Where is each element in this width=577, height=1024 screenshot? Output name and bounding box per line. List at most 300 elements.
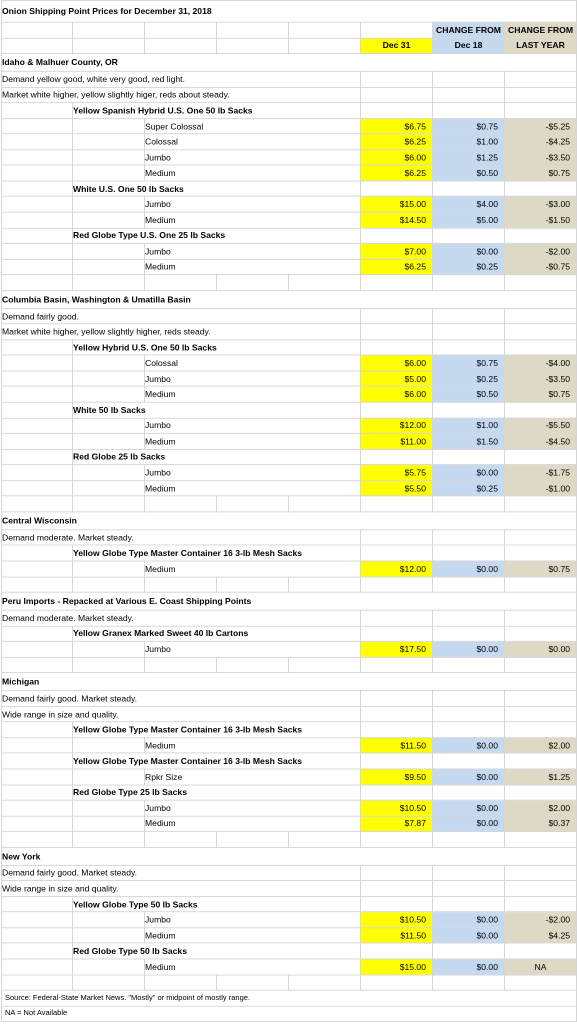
empty-cell	[73, 975, 145, 991]
change-from-dec18: $0.00	[433, 800, 505, 816]
empty-cell	[2, 561, 73, 577]
size-label: Medium	[145, 738, 361, 754]
price-row	[2, 259, 577, 275]
price-dec31: $6.00	[361, 355, 433, 371]
size-label: Jumbo	[145, 641, 361, 657]
price-row	[2, 355, 577, 371]
price-dec31: $12.00	[361, 418, 433, 434]
empty-cell	[2, 22, 73, 38]
empty-cell	[2, 434, 73, 450]
empty-cell	[2, 103, 73, 119]
product-row	[2, 626, 577, 642]
empty-cell	[217, 832, 289, 848]
note-row	[2, 610, 577, 626]
empty-cell	[361, 530, 433, 546]
empty-cell	[73, 150, 145, 166]
empty-cell	[73, 465, 145, 481]
price-dec31: $9.50	[361, 769, 433, 785]
empty-cell	[505, 865, 577, 881]
empty-cell	[289, 22, 361, 38]
empty-cell	[73, 244, 145, 260]
empty-cell	[217, 657, 289, 673]
change-from-dec18: $1.00	[433, 134, 505, 150]
price-row	[2, 480, 577, 496]
blank-row	[2, 496, 577, 512]
empty-cell	[2, 480, 73, 496]
price-row	[2, 434, 577, 450]
change-from-last-year: -$4.50	[505, 434, 577, 450]
empty-cell	[2, 402, 73, 418]
change-from-last-year: -$3.00	[505, 197, 577, 213]
product-row	[2, 943, 577, 959]
size-label: Medium	[145, 259, 361, 275]
change-from-last-year: -$1.00	[505, 480, 577, 496]
empty-cell	[73, 212, 145, 228]
size-label: Medium	[145, 959, 361, 975]
region-name: Peru Imports - Repacked at Various E. Coast Shipping Points	[2, 592, 577, 610]
size-label: Super Colossal	[145, 118, 361, 134]
price-dec31: $5.75	[361, 465, 433, 481]
product-row	[2, 340, 577, 356]
price-row	[2, 387, 577, 403]
header-change-from: CHANGE FROM	[433, 22, 505, 38]
empty-cell	[2, 641, 73, 657]
change-from-dec18: $1.50	[433, 434, 505, 450]
product-name: White 50 lb Sacks	[73, 402, 361, 418]
empty-cell	[505, 449, 577, 465]
empty-cell	[361, 943, 433, 959]
region-name: Central Wisconsin	[2, 512, 577, 530]
size-label: Medium	[145, 816, 361, 832]
product-row	[2, 449, 577, 465]
empty-cell	[433, 340, 505, 356]
empty-cell	[289, 38, 361, 54]
blank-row	[2, 975, 577, 991]
empty-cell	[433, 87, 505, 103]
empty-cell	[361, 577, 433, 593]
price-row	[2, 641, 577, 657]
change-from-last-year: -$2.00	[505, 912, 577, 928]
empty-cell	[433, 275, 505, 291]
empty-cell	[361, 881, 433, 897]
price-dec31: $6.25	[361, 165, 433, 181]
change-from-last-year: $0.75	[505, 165, 577, 181]
change-from-last-year: $0.37	[505, 816, 577, 832]
price-row	[2, 561, 577, 577]
empty-cell	[73, 800, 145, 816]
empty-cell	[2, 577, 73, 593]
empty-cell	[505, 103, 577, 119]
empty-cell	[2, 912, 73, 928]
empty-cell	[73, 355, 145, 371]
empty-cell	[73, 134, 145, 150]
empty-cell	[361, 228, 433, 244]
market-note: Demand fairly good.	[2, 308, 361, 324]
empty-cell	[505, 340, 577, 356]
empty-cell	[505, 402, 577, 418]
empty-cell	[505, 706, 577, 722]
product-row	[2, 785, 577, 801]
empty-cell	[433, 865, 505, 881]
price-row	[2, 150, 577, 166]
change-from-last-year: -$1.50	[505, 212, 577, 228]
empty-cell	[505, 657, 577, 673]
price-dec31: $7.00	[361, 244, 433, 260]
change-from-dec18: $0.00	[433, 641, 505, 657]
empty-cell	[2, 738, 73, 754]
product-row	[2, 722, 577, 738]
size-label: Medium	[145, 480, 361, 496]
empty-cell	[2, 134, 73, 150]
product-row	[2, 545, 577, 561]
change-from-last-year: -$1.75	[505, 465, 577, 481]
price-row	[2, 928, 577, 944]
header-last-year: LAST YEAR	[505, 38, 577, 54]
empty-cell	[73, 657, 145, 673]
price-dec31: $10.50	[361, 800, 433, 816]
price-row	[2, 197, 577, 213]
empty-cell	[433, 228, 505, 244]
empty-cell	[505, 881, 577, 897]
change-from-dec18: $0.00	[433, 465, 505, 481]
product-name: Yellow Globe Type Master Container 16 3-lb Mesh Sacks	[73, 753, 361, 769]
note-row	[2, 308, 577, 324]
change-from-dec18: $0.50	[433, 165, 505, 181]
empty-cell	[145, 577, 217, 593]
empty-cell	[2, 38, 73, 54]
empty-cell	[2, 769, 73, 785]
change-from-dec18: $4.00	[433, 197, 505, 213]
empty-cell	[2, 275, 73, 291]
price-dec31: $6.25	[361, 259, 433, 275]
footnote-row	[2, 1006, 577, 1022]
price-dec31: $5.50	[361, 480, 433, 496]
empty-cell	[361, 610, 433, 626]
product-name: Red Globe 25 lb Sacks	[73, 449, 361, 465]
empty-cell	[433, 545, 505, 561]
price-row	[2, 769, 577, 785]
market-note: Wide range in size and quality.	[2, 881, 361, 897]
product-row	[2, 228, 577, 244]
price-row	[2, 118, 577, 134]
market-note: Demand fairly good. Market steady.	[2, 865, 361, 881]
size-label: Jumbo	[145, 465, 361, 481]
market-note: Demand moderate. Market steady.	[2, 610, 361, 626]
size-label: Medium	[145, 434, 361, 450]
price-row	[2, 244, 577, 260]
empty-cell	[73, 912, 145, 928]
product-row	[2, 402, 577, 418]
empty-cell	[433, 975, 505, 991]
empty-cell	[505, 496, 577, 512]
header-row-2	[2, 38, 577, 54]
empty-cell	[2, 832, 73, 848]
empty-cell	[145, 832, 217, 848]
product-name: Red Globe Type 25 lb Sacks	[73, 785, 361, 801]
size-label: Jumbo	[145, 912, 361, 928]
empty-cell	[2, 722, 73, 738]
empty-cell	[361, 975, 433, 991]
empty-cell	[73, 928, 145, 944]
market-note: Demand yellow good, white very good, red light.	[2, 71, 361, 87]
empty-cell	[73, 738, 145, 754]
empty-cell	[361, 87, 433, 103]
market-note: Wide range in size and quality.	[2, 706, 361, 722]
change-from-dec18: $0.00	[433, 769, 505, 785]
empty-cell	[2, 181, 73, 197]
price-row	[2, 212, 577, 228]
price-dec31: $5.00	[361, 371, 433, 387]
empty-cell	[2, 340, 73, 356]
product-name: Yellow Spanish Hybrid U.S. One 50 lb Sacks	[73, 103, 361, 119]
change-from-dec18: $0.00	[433, 912, 505, 928]
empty-cell	[2, 753, 73, 769]
empty-cell	[361, 832, 433, 848]
note-row	[2, 865, 577, 881]
empty-cell	[505, 832, 577, 848]
blank-row	[2, 832, 577, 848]
empty-cell	[361, 181, 433, 197]
empty-cell	[505, 691, 577, 707]
product-name: Yellow Globe Type Master Container 16 3-lb Mesh Sacks	[73, 722, 361, 738]
empty-cell	[361, 22, 433, 38]
region-row	[2, 592, 577, 610]
change-from-dec18: $0.50	[433, 387, 505, 403]
change-from-dec18: $0.75	[433, 355, 505, 371]
size-label: Medium	[145, 212, 361, 228]
price-dec31: $11.00	[361, 434, 433, 450]
empty-cell	[73, 118, 145, 134]
empty-cell	[361, 496, 433, 512]
empty-cell	[145, 38, 217, 54]
empty-cell	[2, 228, 73, 244]
empty-cell	[145, 657, 217, 673]
market-note: Demand moderate. Market steady.	[2, 530, 361, 546]
empty-cell	[145, 975, 217, 991]
empty-cell	[145, 496, 217, 512]
change-from-last-year: $0.75	[505, 387, 577, 403]
empty-cell	[2, 928, 73, 944]
empty-cell	[73, 275, 145, 291]
change-from-dec18: $1.25	[433, 150, 505, 166]
empty-cell	[289, 275, 361, 291]
empty-cell	[505, 87, 577, 103]
empty-cell	[505, 975, 577, 991]
change-from-last-year: -$5.25	[505, 118, 577, 134]
product-name: Yellow Hybrid U.S. One 50 lb Sacks	[73, 340, 361, 356]
empty-cell	[433, 530, 505, 546]
price-row	[2, 800, 577, 816]
empty-cell	[505, 545, 577, 561]
empty-cell	[361, 449, 433, 465]
empty-cell	[2, 626, 73, 642]
empty-cell	[2, 496, 73, 512]
price-row	[2, 418, 577, 434]
price-dec31: $15.00	[361, 959, 433, 975]
change-from-dec18: $0.75	[433, 118, 505, 134]
empty-cell	[433, 832, 505, 848]
empty-cell	[433, 626, 505, 642]
empty-cell	[433, 610, 505, 626]
empty-cell	[433, 785, 505, 801]
empty-cell	[2, 816, 73, 832]
size-label: Medium	[145, 387, 361, 403]
empty-cell	[505, 577, 577, 593]
price-dec31: $7.87	[361, 816, 433, 832]
empty-cell	[361, 324, 433, 340]
empty-cell	[361, 753, 433, 769]
empty-cell	[73, 434, 145, 450]
empty-cell	[73, 816, 145, 832]
region-name: Michigan	[2, 673, 577, 691]
title-row	[2, 0, 577, 22]
empty-cell	[2, 371, 73, 387]
market-note: Demand fairly good. Market steady.	[2, 691, 361, 707]
change-from-last-year: $0.75	[505, 561, 577, 577]
region-row	[2, 847, 577, 865]
change-from-last-year: $2.00	[505, 738, 577, 754]
header-dec31: Dec 31	[361, 38, 433, 54]
empty-cell	[73, 418, 145, 434]
empty-cell	[361, 103, 433, 119]
header-row-1	[2, 22, 577, 38]
empty-cell	[361, 402, 433, 418]
empty-cell	[145, 275, 217, 291]
empty-cell	[433, 103, 505, 119]
empty-cell	[505, 308, 577, 324]
price-row	[2, 134, 577, 150]
price-dec31: $6.00	[361, 150, 433, 166]
change-from-dec18: $0.25	[433, 480, 505, 496]
empty-cell	[217, 38, 289, 54]
empty-cell	[361, 691, 433, 707]
product-name: Yellow Globe Type Master Container 16 3-lb Mesh Sacks	[73, 545, 361, 561]
market-note: Market white higher, yellow slightly higer, reds about steady.	[2, 87, 361, 103]
empty-cell	[73, 259, 145, 275]
empty-cell	[2, 975, 73, 991]
change-from-last-year: -$0.75	[505, 259, 577, 275]
empty-cell	[73, 577, 145, 593]
empty-cell	[145, 22, 217, 38]
region-row	[2, 673, 577, 691]
empty-cell	[361, 896, 433, 912]
empty-cell	[2, 244, 73, 260]
empty-cell	[2, 212, 73, 228]
header-change-from-year: CHANGE FROM	[505, 22, 577, 38]
empty-cell	[73, 832, 145, 848]
price-table	[1, 0, 577, 1022]
change-from-dec18: $0.00	[433, 928, 505, 944]
empty-cell	[2, 800, 73, 816]
empty-cell	[433, 706, 505, 722]
empty-cell	[217, 975, 289, 991]
region-row	[2, 53, 577, 71]
empty-cell	[2, 418, 73, 434]
blank-row	[2, 275, 577, 291]
header-dec18: Dec 18	[433, 38, 505, 54]
change-from-dec18: $0.00	[433, 244, 505, 260]
empty-cell	[361, 71, 433, 87]
empty-cell	[433, 722, 505, 738]
size-label: Jumbo	[145, 418, 361, 434]
empty-cell	[505, 722, 577, 738]
empty-cell	[217, 496, 289, 512]
change-from-dec18: $0.00	[433, 738, 505, 754]
price-dec31: $15.00	[361, 197, 433, 213]
size-label: Jumbo	[145, 800, 361, 816]
size-label: Jumbo	[145, 150, 361, 166]
empty-cell	[361, 545, 433, 561]
price-row	[2, 371, 577, 387]
empty-cell	[505, 610, 577, 626]
empty-cell	[2, 959, 73, 975]
note-row	[2, 691, 577, 707]
change-from-dec18: $5.00	[433, 212, 505, 228]
footnote: Source: Federal-State Market News. "Mostly" or midpoint of mostly range.	[2, 990, 577, 1006]
empty-cell	[505, 71, 577, 87]
empty-cell	[73, 387, 145, 403]
footnote-row	[2, 990, 577, 1006]
size-label: Jumbo	[145, 371, 361, 387]
note-row	[2, 881, 577, 897]
empty-cell	[505, 181, 577, 197]
change-from-dec18: $0.00	[433, 959, 505, 975]
empty-cell	[433, 691, 505, 707]
empty-cell	[73, 197, 145, 213]
product-name: Yellow Globe Type 50 lb Sacks	[73, 896, 361, 912]
product-row	[2, 753, 577, 769]
empty-cell	[505, 530, 577, 546]
empty-cell	[361, 340, 433, 356]
product-row	[2, 181, 577, 197]
empty-cell	[505, 896, 577, 912]
price-row	[2, 165, 577, 181]
product-name: Yellow Granex Marked Sweet 40 lb Cartons	[73, 626, 361, 642]
size-label: Medium	[145, 165, 361, 181]
empty-cell	[289, 496, 361, 512]
empty-cell	[73, 496, 145, 512]
product-name: Red Globe Type U.S. One 25 lb Sacks	[73, 228, 361, 244]
note-row	[2, 87, 577, 103]
size-label: Medium	[145, 928, 361, 944]
empty-cell	[2, 545, 73, 561]
change-from-dec18: $0.25	[433, 259, 505, 275]
price-row	[2, 959, 577, 975]
region-name: New York	[2, 847, 577, 865]
region-name: Idaho & Malhuer County, OR	[2, 53, 577, 71]
empty-cell	[361, 626, 433, 642]
empty-cell	[2, 150, 73, 166]
size-label: Colossal	[145, 355, 361, 371]
change-from-dec18: $1.00	[433, 418, 505, 434]
price-dec31: $17.50	[361, 641, 433, 657]
empty-cell	[217, 577, 289, 593]
empty-cell	[217, 275, 289, 291]
price-row	[2, 912, 577, 928]
empty-cell	[73, 959, 145, 975]
empty-cell	[433, 896, 505, 912]
change-from-last-year: NA	[505, 959, 577, 975]
empty-cell	[2, 943, 73, 959]
empty-cell	[2, 449, 73, 465]
price-dec31: $10.50	[361, 912, 433, 928]
empty-cell	[433, 324, 505, 340]
blank-row	[2, 577, 577, 593]
size-label: Medium	[145, 561, 361, 577]
change-from-last-year: $0.00	[505, 641, 577, 657]
price-dec31: $6.00	[361, 387, 433, 403]
empty-cell	[73, 38, 145, 54]
